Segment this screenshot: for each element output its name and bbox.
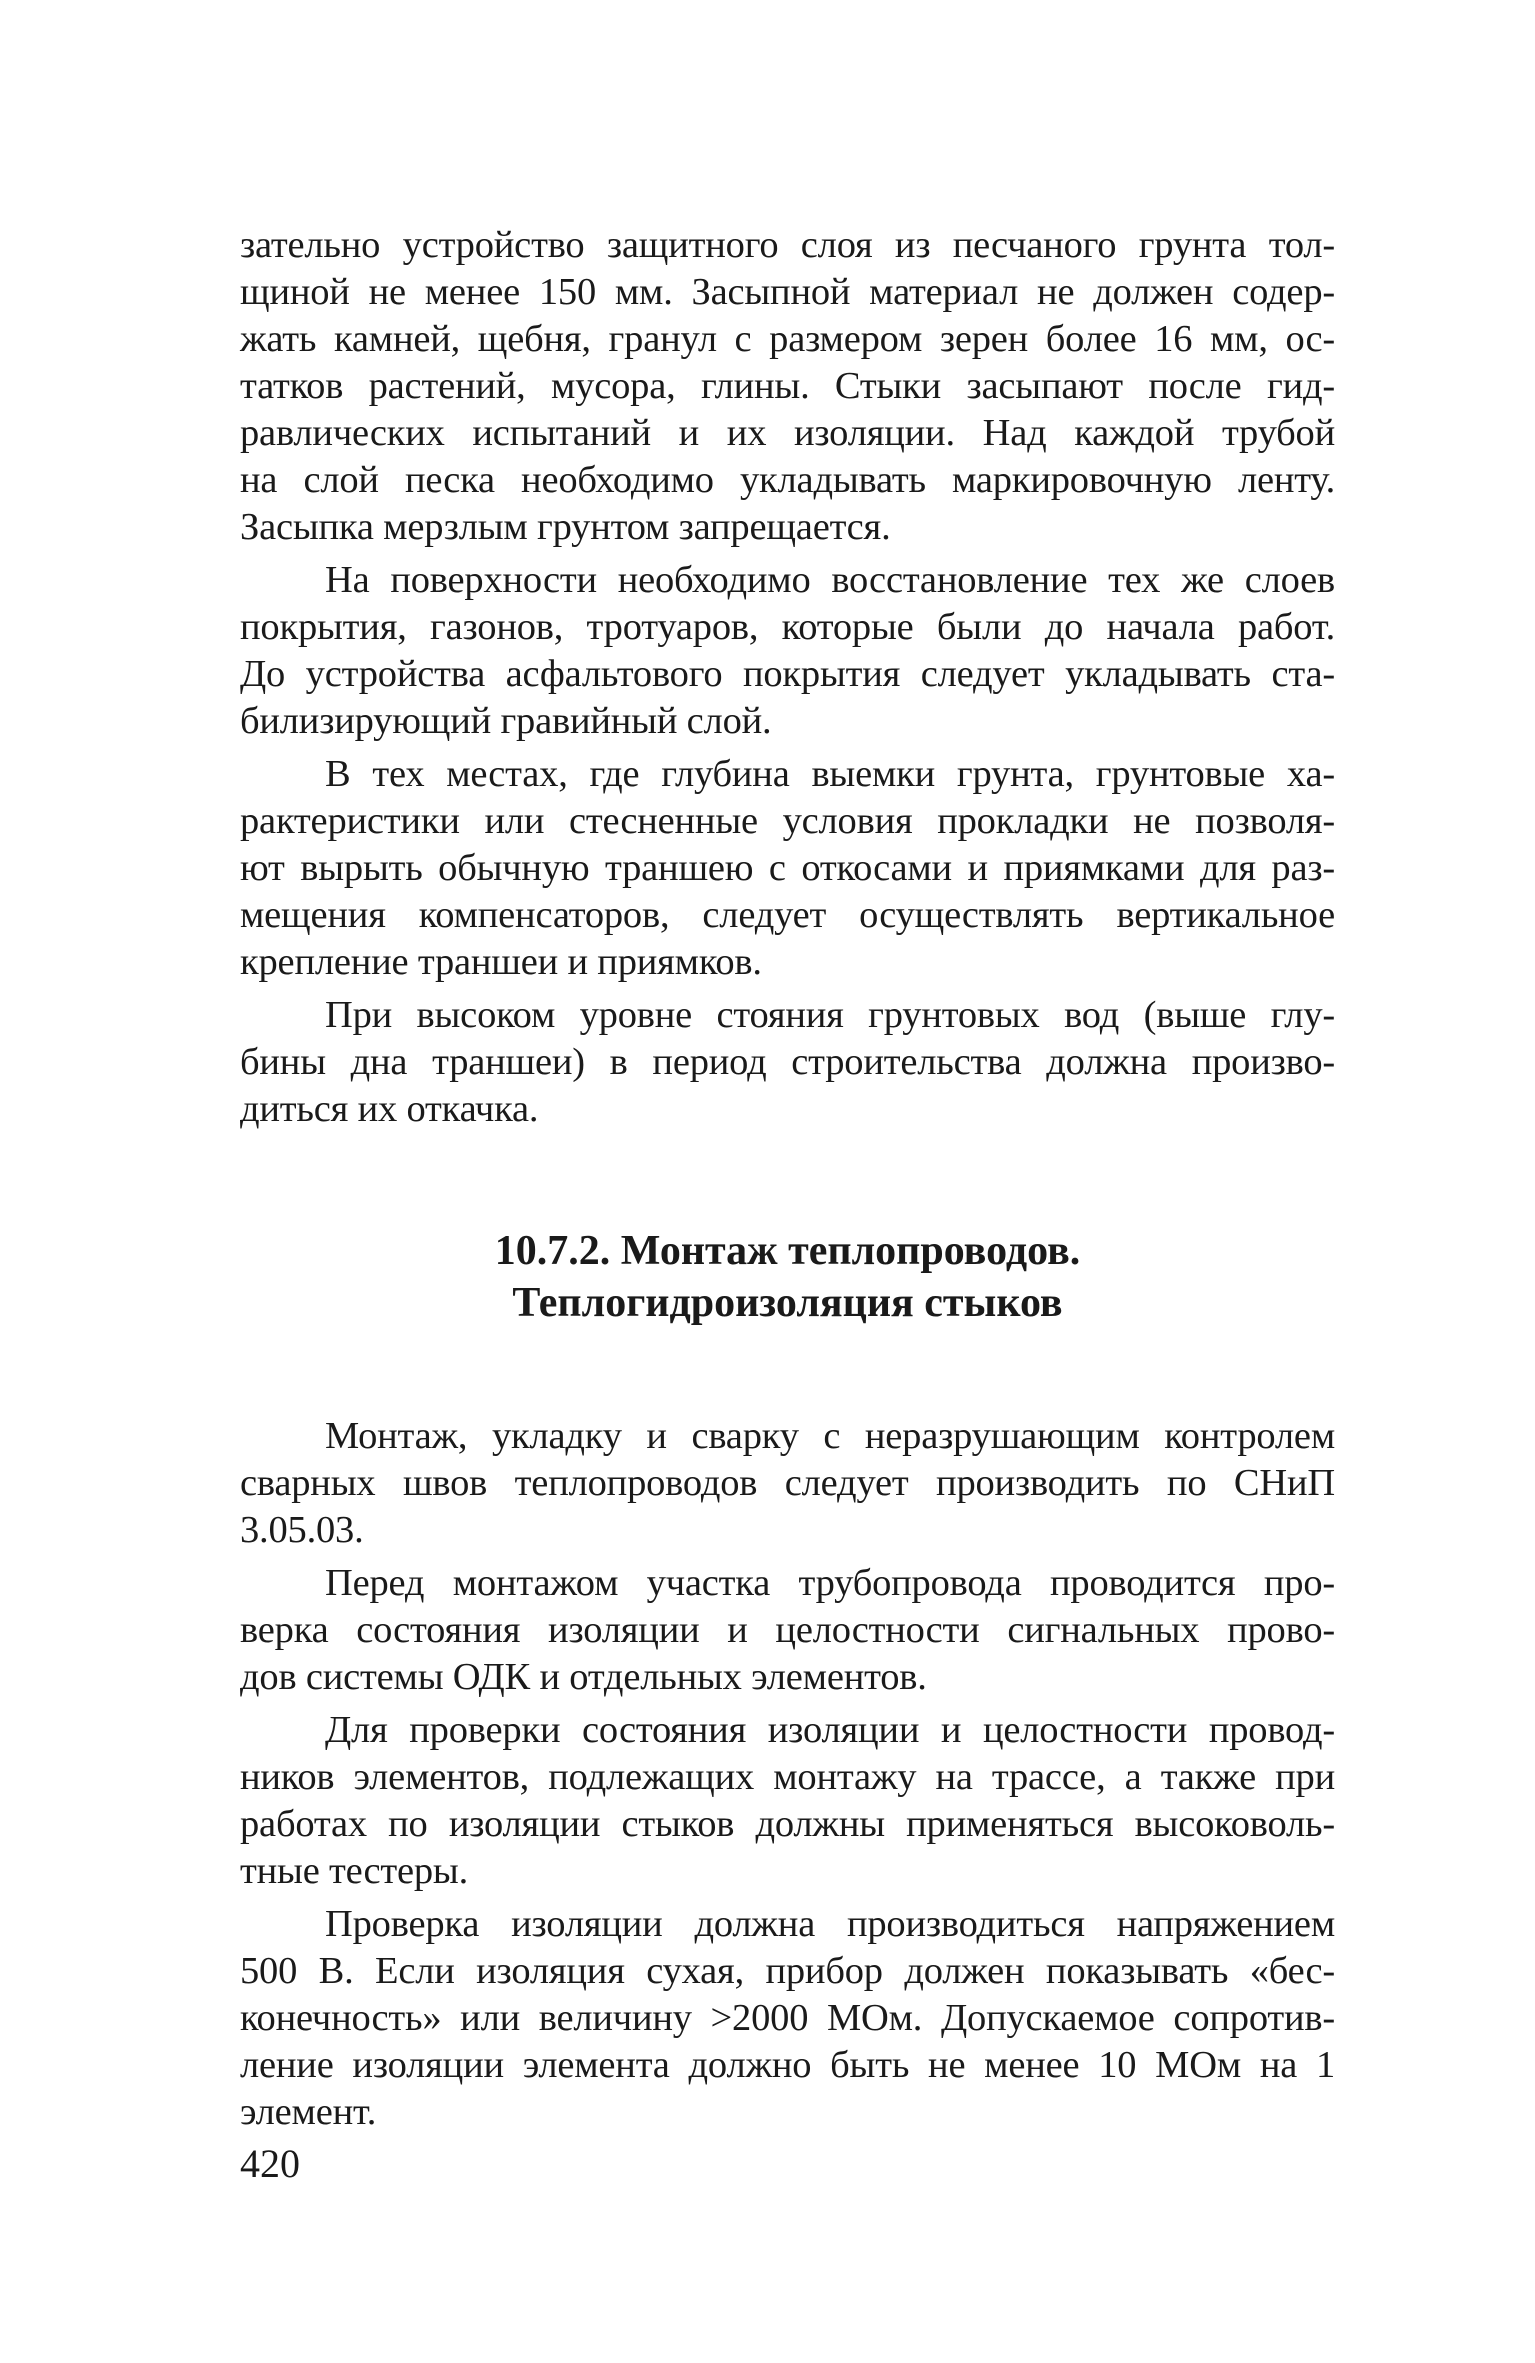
text-line: крепление траншеи и приямков. <box>240 941 762 983</box>
text-line: дов системы ОДК и отдельных элементов. <box>240 1656 927 1698</box>
page-number: 420 <box>240 2141 300 2186</box>
text-line: Монтаж, укладку и сварку с неразрушающим контролем <box>325 1415 1335 1457</box>
text-line: конечность» или величину >2000 МОм. Допускаемое сопротив- <box>240 1997 1335 2039</box>
text-line: Перед монтажом участка трубопровода проводится про- <box>325 1562 1335 1604</box>
text-line: В тех местах, где глубина выемки грунта, грунтовые ха- <box>325 753 1335 795</box>
section-heading <box>240 1225 1335 1329</box>
text-line: До устройства асфальтового покрытия следует укладывать ста- <box>240 653 1335 695</box>
text-line: работах по изоляции стыков должны применяться высоковоль- <box>240 1803 1335 1845</box>
text-line: мещения компенсаторов, следует осуществлять вертикальное <box>240 894 1335 936</box>
text-line: билизирующий гравийный слой. <box>240 700 772 742</box>
paragraph-groundwater <box>240 992 1335 1133</box>
text-line: ников элементов, подлежащих монтажу на трассе, а также при <box>240 1756 1335 1798</box>
paragraph-pre-installation-check <box>240 1560 1335 1701</box>
text-line: Для проверки состояния изоляции и целостности провод- <box>325 1709 1335 1751</box>
text-line: тные тестеры. <box>240 1850 469 1892</box>
text-line: Проверка изоляции должна производиться напряжением <box>325 1903 1335 1945</box>
text-line: На поверхности необходимо восстановление тех же слоев <box>325 559 1335 601</box>
text-line: равлических испытаний и их изоляции. Над каждой трубой <box>240 412 1335 454</box>
text-line: сварных швов теплопроводов следует производить по СНиП <box>240 1462 1335 1504</box>
paragraph-trench-shoring <box>240 751 1335 986</box>
text-line: элемент. <box>240 2091 377 2133</box>
text-line: диться их откачка. <box>240 1088 539 1130</box>
text-line: ют вырыть обычную траншею с откосами и приямками для раз- <box>240 847 1335 889</box>
text-line: рактеристики или стесненные условия прокладки не позволя- <box>240 800 1335 842</box>
section-heading-line-1: 10.7.2. Монтаж теплопроводов. <box>494 1228 1081 1274</box>
page-body <box>240 222 1335 2142</box>
section-heading-line-2: Теплогидроизоляция стыков <box>512 1280 1063 1326</box>
text-line: 3.05.03. <box>240 1509 364 1551</box>
paragraphs-after-heading <box>240 1413 1335 2136</box>
text-line: зательно устройство защитного слоя из песчаного грунта тол- <box>240 224 1335 266</box>
text-line: щиной не менее 150 мм. Засыпной материал не должен содер- <box>240 271 1335 313</box>
paragraph-installation <box>240 1413 1335 1554</box>
paragraph-backfill <box>240 222 1335 551</box>
paragraph-testers <box>240 1707 1335 1895</box>
text-line: покрытия, газонов, тротуаров, которые были до начала работ. <box>240 606 1335 648</box>
paragraphs-before-heading <box>240 222 1335 1133</box>
text-line: 500 В. Если изоляция сухая, прибор должен показывать «бес- <box>240 1950 1335 1992</box>
text-line: Засыпка мерзлым грунтом запрещается. <box>240 506 891 548</box>
text-line: бины дна траншеи) в период строительства должна произво- <box>240 1041 1335 1083</box>
text-line: ление изоляции элемента должно быть не менее 10 МОм на 1 <box>240 2044 1335 2086</box>
paragraph-insulation-test <box>240 1901 1335 2136</box>
text-line: верка состояния изоляции и целостности сигнальных прово- <box>240 1609 1335 1651</box>
paragraph-surface-restoration <box>240 557 1335 745</box>
text-line: на слой песка необходимо укладывать маркировочную ленту. <box>240 459 1335 501</box>
text-line: жать камней, щебня, гранул с размером зерен более 16 мм, ос- <box>240 318 1335 360</box>
text-line: татков растений, мусора, глины. Стыки засыпают после гид- <box>240 365 1335 407</box>
text-line: При высоком уровне стояния грунтовых вод (выше глу- <box>325 994 1335 1036</box>
